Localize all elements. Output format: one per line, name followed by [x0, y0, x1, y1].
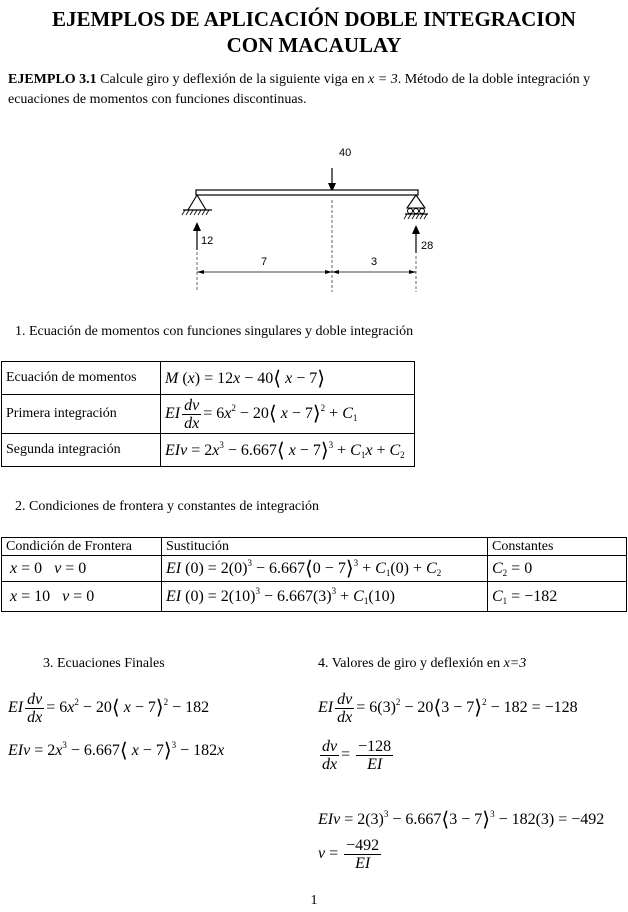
substitution: EI $(0) = 2(10)^3 - 6.667(3)^3 + C_1(10)$	[162, 582, 488, 612]
slope-result: $\frac{dv}{dx}$ = $\frac{-128}{EI}$	[322, 738, 392, 773]
column-header: Constantes	[488, 538, 627, 556]
section-4-heading: 4. Valores de giro y deflexión en x=3	[318, 656, 527, 671]
pin-support	[188, 195, 206, 210]
substitution: EI $(0) = 2(0)^3$ − 6.667⟨0 − 7⟩$^3$ + $C_1(0) + C_2$	[162, 556, 488, 582]
row-label: Segunda integración	[2, 434, 161, 467]
row-label: Primera integración	[2, 395, 161, 434]
second-integration-equation: EIv = $2x^3$ − 6.667⟨ x − 7⟩$^3$ + $C_1x + C_2$	[161, 434, 415, 467]
reaction-right-label: 28	[421, 240, 434, 252]
roller-support	[407, 195, 425, 208]
reaction-left-label: 12	[201, 235, 214, 247]
section-1-heading: 1. Ecuación de momentos con funciones singulares y doble integración	[15, 324, 414, 339]
row-label: Ecuación de momentos	[2, 362, 161, 395]
example-label: EJEMPLO 3.1	[8, 72, 97, 87]
integration-table	[1, 361, 415, 467]
deflection-at-x3: EIv = $2(3)^3$ − 6.667⟨3 − 7⟩$^3$ − 182(3) = −492	[318, 809, 605, 831]
page-title: EJEMPLOS DE APLICACIÓN DOBLE INTEGRACION	[52, 7, 576, 31]
span-left-label: 7	[261, 256, 268, 268]
final-deflection-equation: EIv = $2x^3$ − 6.667⟨ x − 7⟩$^3$ − 182x	[8, 740, 225, 762]
span-right-label: 3	[371, 256, 378, 268]
deflection-result: v = $\frac{-492}{EI}$	[318, 837, 380, 872]
beam-diagram	[170, 135, 450, 300]
page-number: 1	[310, 893, 318, 908]
column-header: Sustitución	[162, 538, 488, 556]
boundary-condition: x = 0 v = 0	[2, 556, 162, 582]
constant-value: $C_2 = 0$	[488, 556, 627, 582]
first-integration-equation: EI $\frac{dv}{dx}$ = $6x^2$ − 20⟨ x − 7⟩$^2$ + $C_1$	[161, 395, 415, 434]
beam	[196, 190, 418, 195]
column-header: Condición de Frontera	[2, 538, 162, 556]
section-3-heading: 3. Ecuaciones Finales	[43, 656, 165, 671]
slope-at-x3: EI $\frac{dv}{dx}$ = $6(3)^2$ − 20⟨3 − 7⟩$^2$ − 182 = −128	[318, 691, 578, 726]
boundary-condition: x = 10 v = 0	[2, 582, 162, 612]
section-2-heading: 2. Condiciones de frontera y constantes de integración	[15, 499, 320, 514]
page-title-line2: CON MACAULAY	[226, 33, 402, 57]
load-label: 40	[339, 147, 352, 159]
final-slope-equation: EI $\frac{dv}{dx}$ = $6x^2$ − 20⟨ x − 7⟩$^2$ − 182	[8, 691, 210, 726]
constant-value: $C_1 = -182$	[488, 582, 627, 612]
moment-equation: M (x) = 12x − 40⟨ x − 7⟩	[161, 362, 415, 395]
boundary-conditions-table	[1, 537, 627, 612]
problem-statement: EJEMPLO 3.1 Calcule giro y deflexión de la siguiente viga en x = 3. Método de la doble integración y ecuaciones de momentos con funciones discontinuas.	[8, 72, 591, 107]
